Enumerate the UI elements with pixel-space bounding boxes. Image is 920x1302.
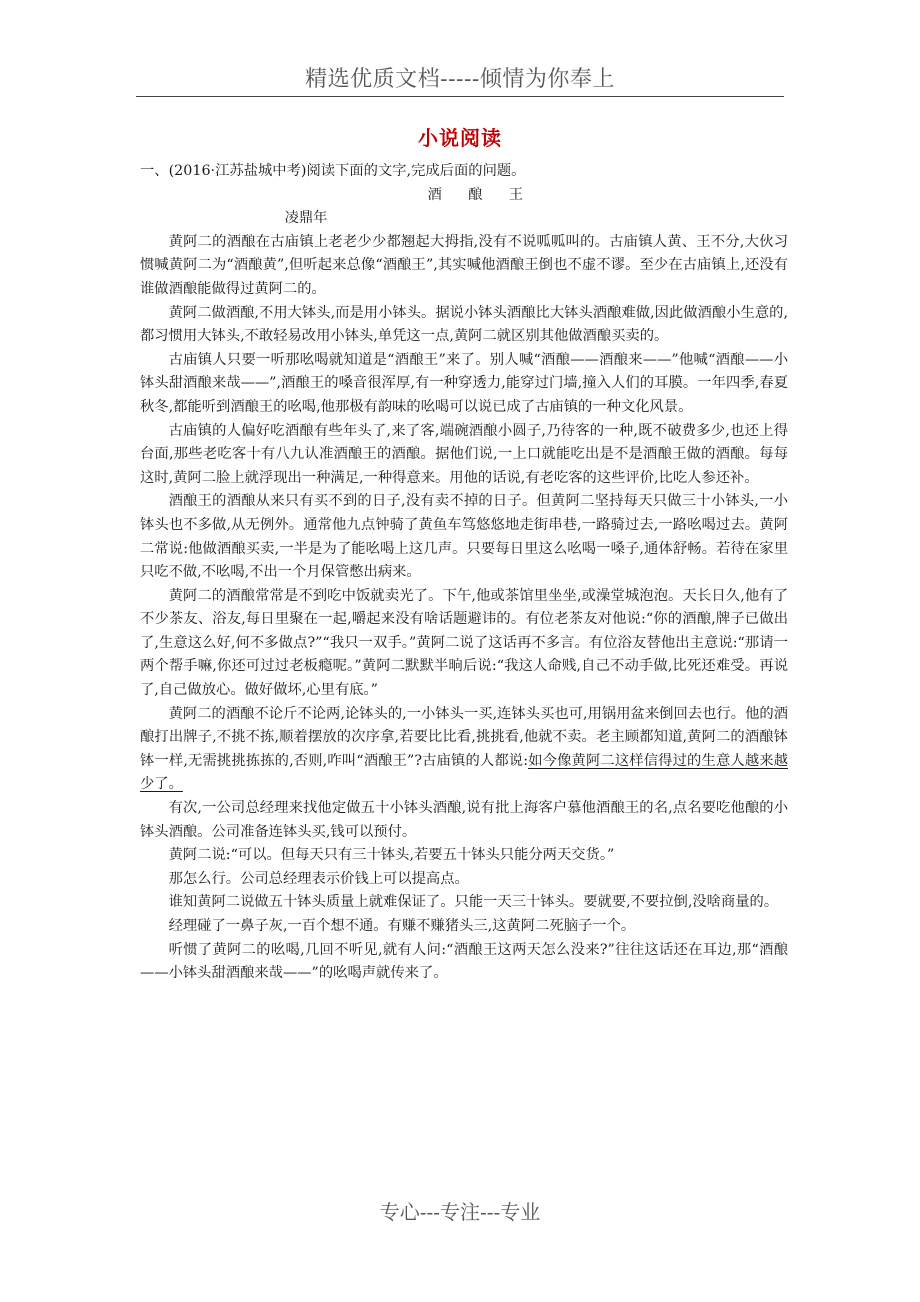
header-divider	[136, 96, 784, 97]
story-title: 酒 酿 王	[427, 186, 530, 203]
document-title: 小说阅读	[418, 126, 502, 150]
story-author: 凌鼎年	[284, 210, 328, 227]
story-paragraph-5: 酒酿王的酒酿从来只有买不到的日子,没有卖不掉的日子。但黄阿二坚持每天只做三十小钵头,一小钵头也不多做,从无例外。通常他九点钟骑了黄鱼车笃悠悠地走街串巷,一路骑过去,一路吆喝过去。黄阿二常说:他做酒酿买卖,一半是为了能吆喝上这几声。只要每日里这么吆喝一嗓子,通体舒畅。若待在家里只吃不做,不吆喝,不出一个月保管憋出病来。	[140, 493, 788, 581]
story-paragraph-13: 听惯了黄阿二的吆喝,几回不听见,就有人问:“酒酿王这两天怎么没来?”往往这话还在耳边,那“酒酿——小钵头甜酒酿来哉——”的吆喝声就传来了。	[140, 941, 788, 982]
story-paragraph-2: 黄阿二做酒酿,不用大钵头,而是用小钵头。据说小钵头酒酿比大钵头酒酿难做,因此做酒酿小生意的,都习惯用大钵头,不敢轻易改用小钵头,单凭这一点,黄阿二就区别其他做酒酿买卖的。	[140, 304, 788, 345]
story-paragraph-8: 有次,一公司总经理来找他定做五十小钵头酒酿,说有批上海客户慕他酒酿王的名,点名要吃他酿的小钵头酒酿。公司准备连钵头买,钱可以预付。	[140, 800, 788, 840]
story-paragraph-11: 谁知黄阿二说做五十钵头质量上就难保证了。只能一天三十钵头。要就要,不要拉倒,没啥商量的。	[168, 894, 779, 911]
story-paragraph-12: 经理碰了一鼻子灰,一百个想不通。有赚不赚猪头三,这黄阿二死脑子一个。	[168, 918, 636, 934]
page-header: 精选优质文档-----倾情为你奉上	[305, 67, 615, 92]
question-intro: 一、(2016·江苏盐城中考)阅读下面的文字,完成后面的问题。	[140, 163, 526, 179]
story-paragraph-3: 古庙镇人只要一听那吆喝就知道是“酒酿王”来了。别人喊“酒酿——酒酿来——”他喊“酒酿——小钵头甜酒酿来哉——”,酒酿王的嗓音很浑厚,有一种穿透力,能穿过门墙,撞入人们的耳膜。一年四季,春夏秋冬,都能听到酒酿王的吆喝,他那极有韵味的吆喝可以说已成了古庙镇的一种文化风景。	[140, 351, 788, 415]
story-paragraph-1: 黄阿二的酒酿在古庙镇上老老少少都翘起大拇指,没有不说呱呱叫的。古庙镇人黄、王不分,大伙习惯喊黄阿二为“酒酿黄”,但听起来总像“酒酿王”,其实喊他酒酿王倒也不虚不谬。至少在古庙镇上,还没有谁做酒酿能做得过黄阿二的。	[140, 233, 788, 297]
story-paragraph-10: 那怎么行。公司总经理表示价钱上可以提高点。	[168, 870, 469, 887]
document-body	[140, 160, 788, 986]
story-paragraph-7-text: 黄阿二的酒酿不论斤不论两,论钵头的,一小钵头一买,连钵头买也可,用锅用盆来倒回去也行。他的酒酿打出牌子,不挑不拣,顺着摆放的次序拿,若要比比看,挑挑看,他就不卖。老主顾都知道,黄阿二的酒酿钵钵一样,无需挑挑拣拣的,否则,咋叫“酒酿王”?古庙镇的人都说:	[140, 705, 788, 769]
underlined-sentence: 如今像黄阿二这样信得过的生意人越来越少了。	[140, 752, 789, 793]
story-paragraph-9: 黄阿二说:“可以。但每天只有三十钵头,若要五十钵头只能分两天交货。”	[168, 847, 615, 864]
page-footer: 专心---专注---专业	[379, 1200, 541, 1224]
story-paragraph-6: 黄阿二的酒酿常常是不到吃中饭就卖光了。下午,他或茶馆里坐坐,或澡堂城泡泡。天长日久,他有了不少茶友、浴友,每日里聚在一起,嚼起来没有啥话题避讳的。有位老茶友对他说:“你的酒酿,牌子已做出了,生意这么好,何不多做点?”“我只一双手。”黄阿二说了这话再不多言。有位浴友替他出主意说:“那请一两个帮手嘛,你还可过过老板瘾呢。”黄阿二默默半晌后说:“我这人命贱,自己不动手做,比死还难受。再说了,自己做放心。做好做坏,心里有底。”	[140, 587, 788, 699]
story-paragraph-7	[140, 703, 788, 797]
story-paragraph-4: 古庙镇的人偏好吃酒酿有些年头了,来了客,端碗酒酿小圆子,乃待客的一种,既不破费多少,也还上得台面,那些老吃客十有八九认准酒酿王的酒酿。据他们说,一上口就能吃出是不是酒酿王做的酒酿。每每这时,黄阿二脸上就浮现出一种满足,一种得意来。用他的话说,有老吃客的这些评价,比吃人参还补。	[140, 422, 788, 486]
